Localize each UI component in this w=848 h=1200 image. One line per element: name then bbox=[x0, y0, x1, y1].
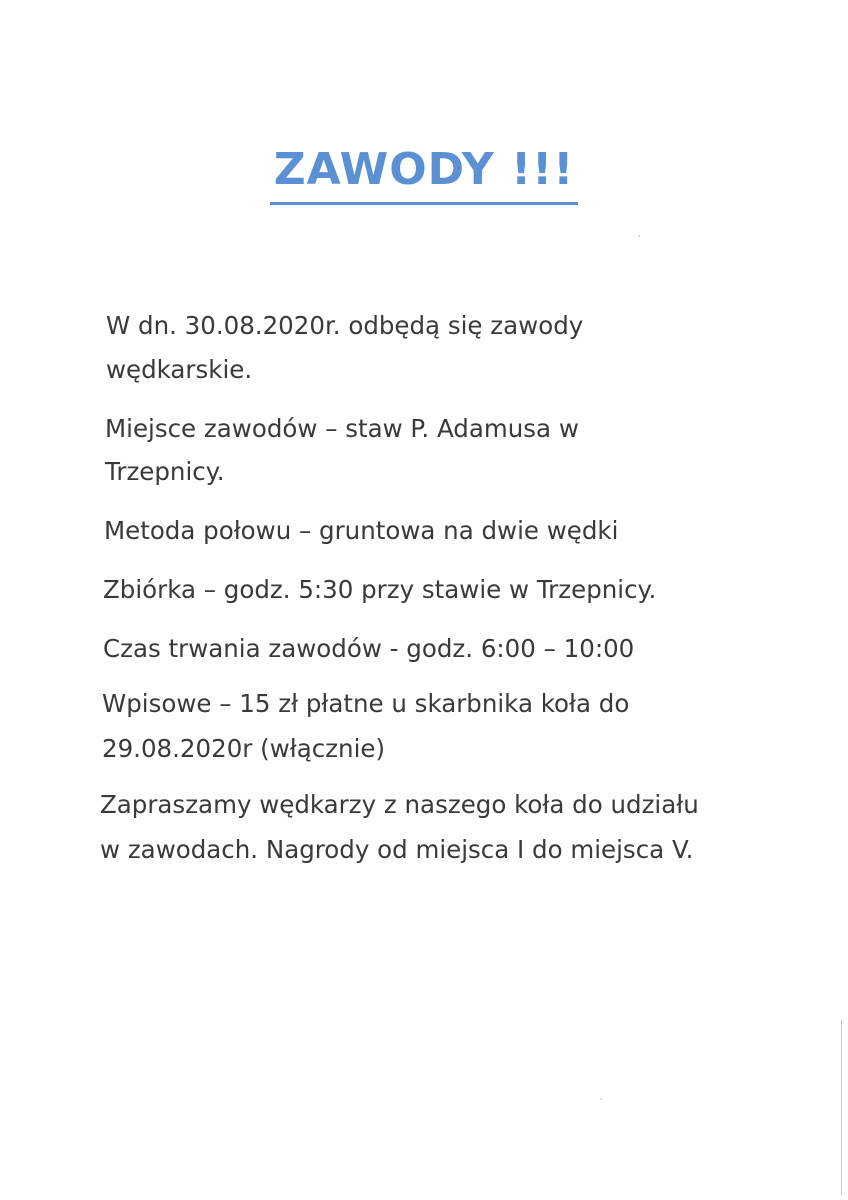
paragraph-meeting: Zbiórka – godz. 5:30 przy stawie w Trzepnicy. bbox=[103, 575, 657, 604]
paragraph-location-line-1: Miejsce zawodów – staw P. Adamusa w bbox=[105, 414, 579, 443]
paragraph-duration: Czas trwania zawodów - godz. 6:00 – 10:00 bbox=[103, 634, 635, 663]
paragraph-method: Metoda połowu – gruntowa na dwie wędki bbox=[104, 516, 619, 545]
paragraph-invitation-line-1: Zapraszamy wędkarzy z naszego koła do udziału bbox=[100, 790, 699, 819]
paragraph-invitation-line-2: w zawodach. Nagrody od miejsca I do miejsca V. bbox=[100, 835, 694, 864]
scan-speck bbox=[600, 1098, 602, 1100]
scan-edge-line bbox=[841, 1020, 842, 1195]
paragraph-location-line-2: Trzepnicy. bbox=[105, 457, 225, 486]
paragraph-fee-line-2: 29.08.2020r (włącznie) bbox=[102, 734, 386, 763]
scan-speck bbox=[638, 235, 640, 237]
paragraph-date-line-1: W dn. 30.08.2020r. odbędą się zawody bbox=[106, 311, 584, 340]
paragraph-fee-line-1: Wpisowe – 15 zł płatne u skarbnika koła do bbox=[102, 689, 630, 718]
document-title bbox=[0, 140, 848, 205]
paragraph-date-line-2: wędkarskie. bbox=[106, 355, 253, 384]
document-title-text: ZAWODY !!! bbox=[270, 140, 579, 205]
